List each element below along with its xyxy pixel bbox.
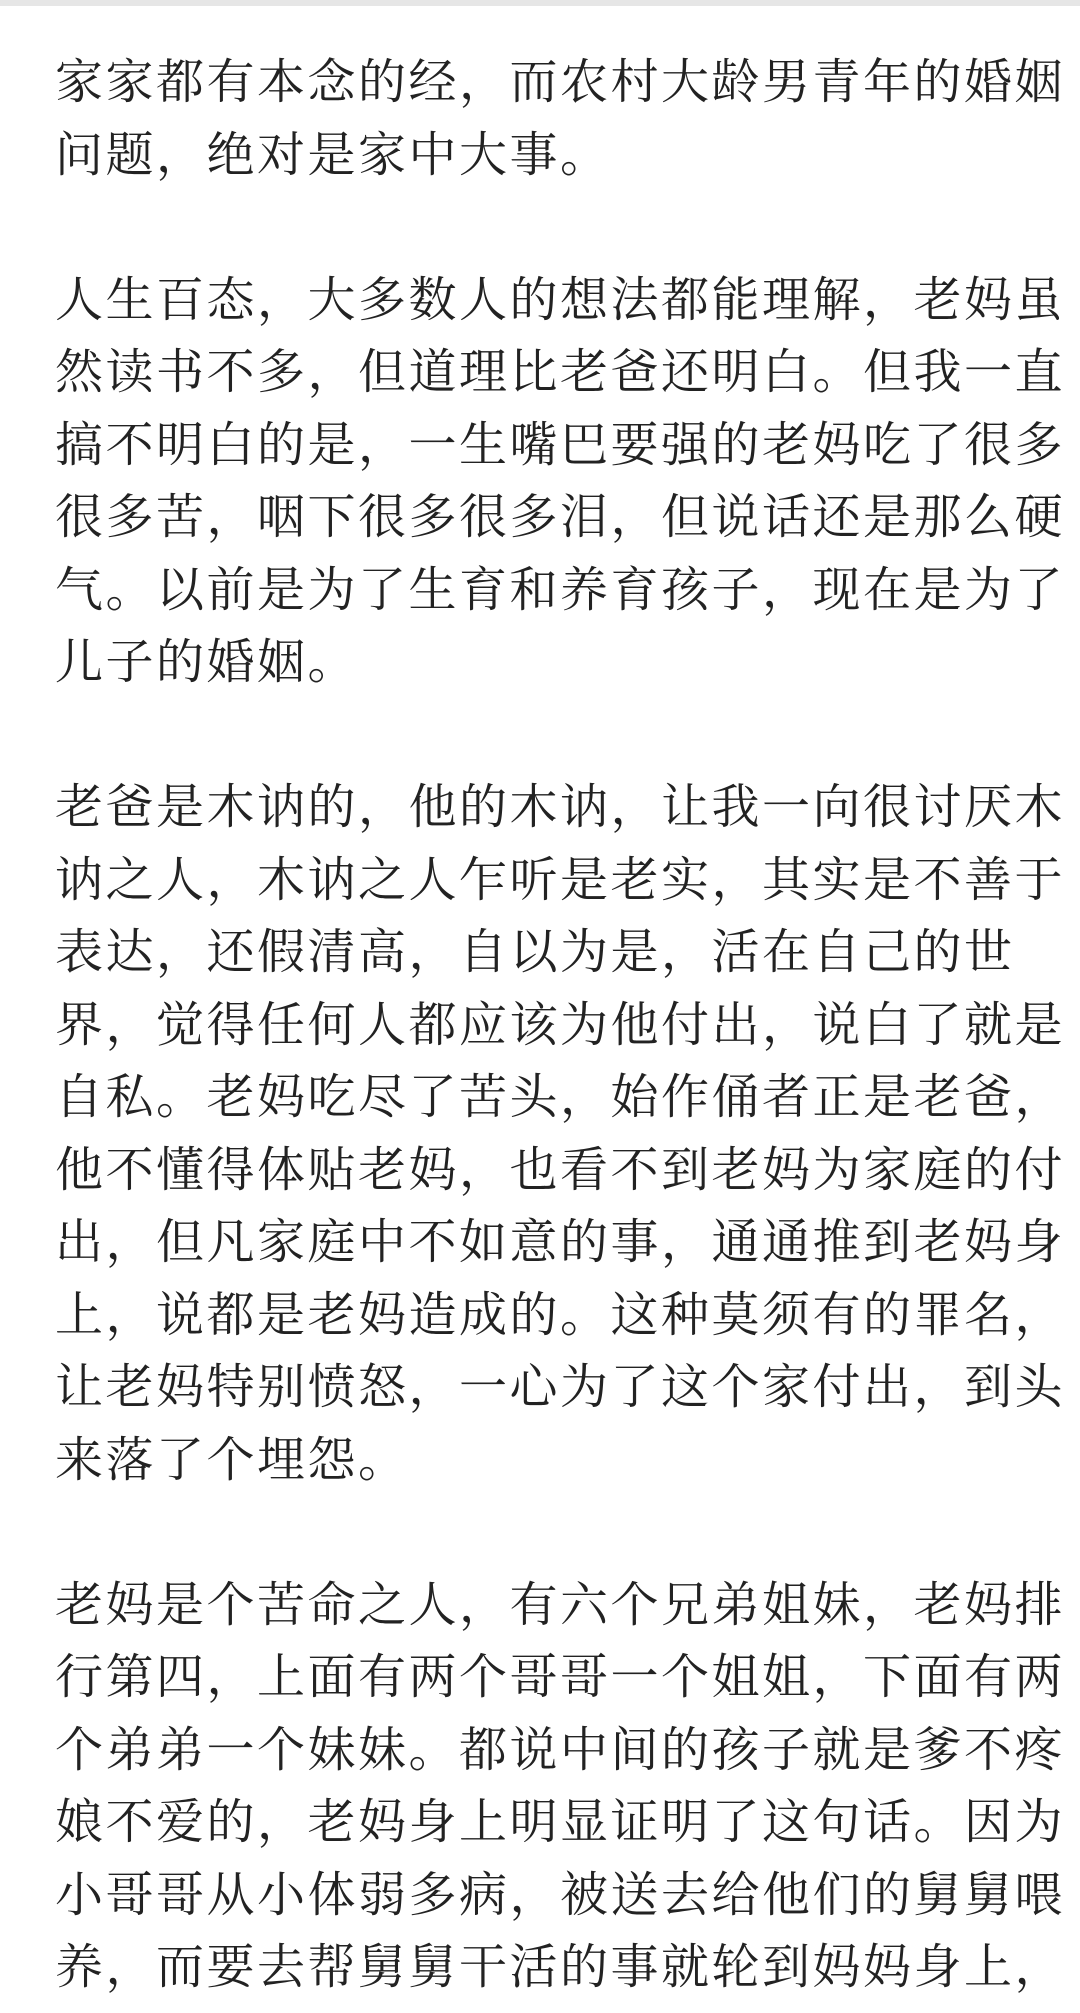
text-line: 老爸是木讷的，他的木讷，让我一向很讨厌木 bbox=[55, 779, 1066, 835]
text-line: 出，但凡家庭中不如意的事，通通推到老妈身 bbox=[55, 1214, 1066, 1270]
text-line: 讷之人，木讷之人乍听是老实，其实是不善于 bbox=[55, 851, 1066, 908]
text-line: 然读书不多，但道理比老爸还明白。但我一直 bbox=[55, 344, 1066, 400]
text-line: 小哥哥从小体弱多病，被送去给他们的舅舅喂 bbox=[55, 1866, 1066, 1923]
text-line: 人生百态，大多数人的想法都能理解，老妈虽 bbox=[55, 271, 1066, 328]
paragraph-4 bbox=[55, 1569, 1066, 2004]
text-line: 上，说都是老妈造成的。这种莫须有的罪名， bbox=[55, 1286, 1066, 1343]
text-line: 老妈是个苦命之人，有六个兄弟姐妹，老妈排 bbox=[55, 1576, 1066, 1633]
text-line: 他不懂得体贴老妈，也看不到老妈为家庭的付 bbox=[55, 1141, 1066, 1198]
text-line: 儿子的婚姻。 bbox=[55, 634, 359, 690]
text-line: 搞不明白的是，一生嘴巴要强的老妈吃了很多 bbox=[55, 416, 1066, 473]
text-line: 气。以前是为了生育和养育孩子，现在是为了 bbox=[55, 561, 1066, 618]
text-line: 行第四，上面有两个哥哥一个姐姐，下面有两 bbox=[55, 1649, 1066, 1705]
top-divider bbox=[0, 0, 1080, 6]
paragraph-3 bbox=[55, 771, 1066, 1496]
paragraph-1 bbox=[55, 46, 1066, 191]
text-line: 来落了个埋怨。 bbox=[55, 1431, 409, 1488]
text-line: 自私。老妈吃尽了苦头，始作俑者正是老爸， bbox=[55, 1069, 1066, 1125]
text-line: 表达，还假清高，自以为是，活在自己的世 bbox=[55, 924, 1015, 980]
text-line: 个弟弟一个妹妹。都说中间的孩子就是爹不疼 bbox=[55, 1721, 1066, 1778]
text-line: 让老妈特别愤怒，一心为了这个家付出，到头 bbox=[55, 1359, 1066, 1415]
text-line: 界，觉得任何人都应该为他付出，说白了就是 bbox=[55, 996, 1066, 1053]
article-body bbox=[55, 46, 1066, 2004]
text-line: 养，而要去帮舅舅干活的事就轮到妈妈身上， bbox=[55, 1939, 1066, 1995]
text-line: 问题，绝对是家中大事。 bbox=[55, 126, 611, 183]
text-line: 很多苦，咽下很多很多泪，但说话还是那么硬 bbox=[55, 489, 1066, 545]
text-line: 娘不爱的，老妈身上明显证明了这句话。因为 bbox=[55, 1794, 1066, 1850]
text-line: 家家都有本念的经，而农村大龄男青年的婚姻 bbox=[55, 54, 1066, 110]
paragraph-2 bbox=[55, 264, 1066, 699]
